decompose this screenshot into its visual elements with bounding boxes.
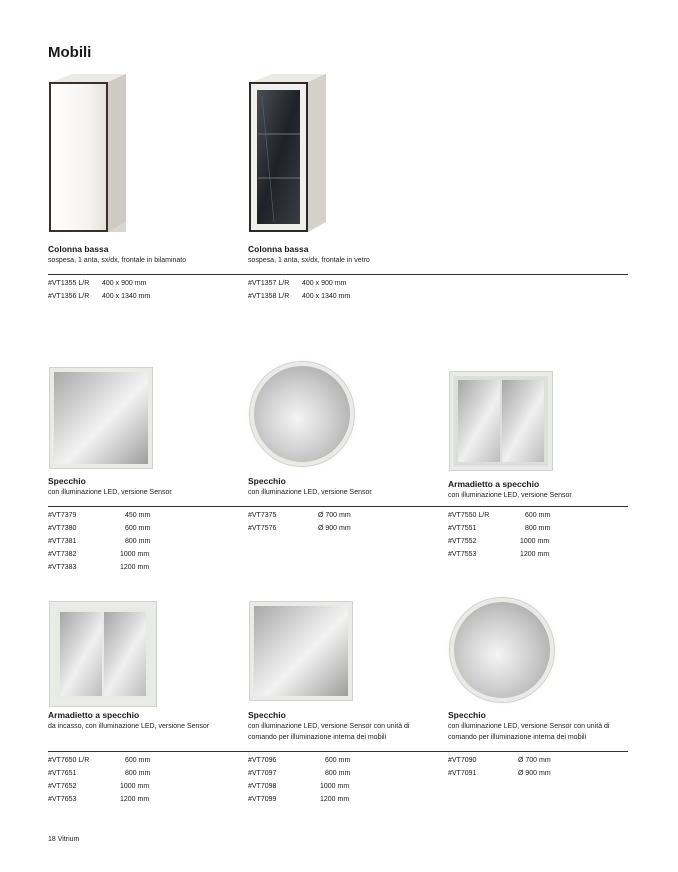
- code-list: [48, 278, 238, 304]
- white-cabinet-image: [48, 72, 130, 232]
- product-title: Armadietto a specchio: [448, 479, 540, 489]
- code-row: #VT7381 800 mm: [48, 537, 151, 545]
- code-row: #VT7099 1200 mm: [248, 795, 350, 803]
- code-row: #VT7096 600 mm: [248, 757, 351, 764]
- code-row: #VT7553 1200 mm: [448, 550, 550, 558]
- page-footer: 18 Vitrium: [48, 836, 80, 843]
- product-title: Specchio: [48, 476, 86, 486]
- code-row: #VT7091 Ø 900 mm: [448, 769, 551, 777]
- code-row: #VT1357 L/R 400 x 900 mm: [248, 280, 347, 287]
- rect-mirror-image: [250, 602, 352, 700]
- mirror-door: [458, 380, 500, 462]
- code-list: [248, 278, 438, 304]
- product-subtitle: da incasso, con illuminazione LED, versione Sensor: [48, 723, 210, 730]
- round-mirror-image: [450, 598, 554, 702]
- code-row: #VT7382 1000 mm: [48, 550, 150, 558]
- code-row: #VT7650 L/R 600 mm: [48, 757, 151, 764]
- mirror-door: [502, 380, 544, 462]
- recessed-mirror-cabinet-image: [50, 602, 156, 706]
- product-subtitle-line: con illuminazione LED, versione Sensor con unità di: [448, 723, 610, 730]
- code-list: [248, 755, 438, 807]
- code-row: #VT7551 800 mm: [448, 524, 551, 532]
- page-title: Mobili: [48, 44, 92, 61]
- code-row: #VT7097 800 mm: [248, 769, 351, 777]
- code-row: #VT1356 L/R 400 x 1340 mm: [48, 292, 151, 300]
- code-row: #VT7383 1200 mm: [48, 563, 150, 571]
- code-row: #VT7552 1000 mm: [448, 537, 550, 545]
- glass-cabinet-image: [248, 72, 330, 232]
- divider: [48, 274, 628, 275]
- rect-mirror-image: [50, 368, 152, 468]
- product-title: Colonna bassa: [48, 244, 109, 254]
- code-row: #VT7380 600 mm: [48, 524, 151, 532]
- code-row: #VT1358 L/R 400 x 1340 mm: [248, 292, 351, 300]
- product-subtitle-line: comando per illuminazione interna dei mobili: [448, 734, 587, 741]
- code-row: #VT7653 1200 mm: [48, 795, 150, 803]
- code-list: [48, 510, 238, 574]
- product-title: Specchio: [448, 710, 486, 720]
- code-row: #VT7375 Ø 700 mm: [248, 512, 351, 519]
- product-subtitle: con illuminazione LED, versione Sensor: [248, 489, 372, 496]
- code-row: #VT7098 1000 mm: [248, 782, 350, 790]
- product-subtitle-line: con illuminazione LED, versione Sensor con unità di: [248, 723, 410, 730]
- code-list: [448, 510, 628, 562]
- product-subtitle: con illuminazione LED, versione Sensor: [448, 492, 572, 499]
- mirror-door: [104, 612, 146, 696]
- code-row: #VT1355 L/R 400 x 900 mm: [48, 280, 147, 287]
- product-subtitle: con illuminazione LED, versione Sensor: [48, 489, 172, 496]
- code-row: #VT7090 Ø 700 mm: [448, 757, 551, 764]
- code-row: #VT7652 1000 mm: [48, 782, 150, 790]
- code-row: #VT7651 800 mm: [48, 769, 151, 777]
- divider: [48, 751, 628, 752]
- mirror-door: [60, 612, 102, 696]
- product-title: Specchio: [248, 476, 286, 486]
- product-subtitle-line: comando per illuminazione interna dei mobili: [248, 734, 387, 741]
- code-row: #VT7550 L/R 600 mm: [448, 512, 551, 519]
- code-list: [48, 755, 238, 807]
- round-mirror-image: [250, 362, 354, 466]
- product-title: Specchio: [248, 710, 286, 720]
- code-row: #VT7576 Ø 900 mm: [248, 524, 351, 532]
- product-title: Colonna bassa: [248, 244, 309, 254]
- divider: [48, 506, 628, 507]
- product-subtitle: sospesa, 1 anta, sx/dx, frontale in vetro: [248, 257, 370, 264]
- mirror-cabinet-image: [450, 372, 552, 470]
- code-list: [248, 510, 438, 536]
- code-row: #VT7379 450 mm: [48, 512, 151, 519]
- product-title: Armadietto a specchio: [48, 710, 140, 720]
- code-list: [448, 755, 628, 781]
- product-subtitle: sospesa, 1 anta, sx/dx, frontale in bilaminato: [48, 257, 187, 264]
